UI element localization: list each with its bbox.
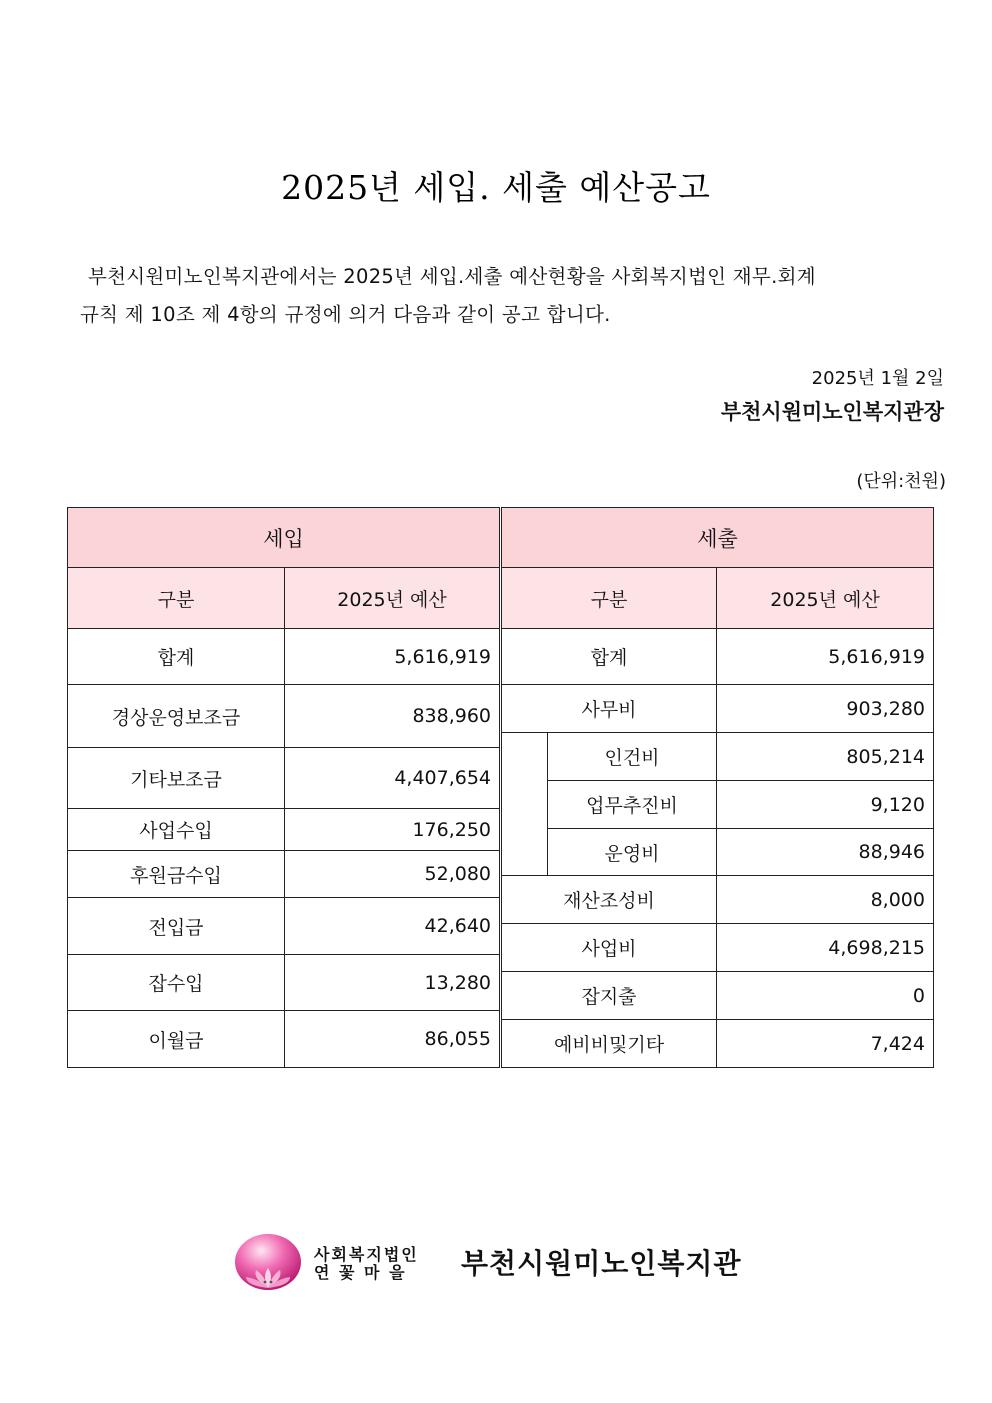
- revenue-label: 전입금: [68, 898, 285, 955]
- lotus-logo-icon: [234, 1232, 302, 1292]
- expenditure-header: 세출: [502, 508, 934, 568]
- table-row: [502, 733, 934, 781]
- table-row: [502, 829, 934, 876]
- revenue-col-budget: 2025년 예산: [285, 568, 500, 629]
- expenditure-table: [501, 507, 934, 1068]
- organization-footer: [234, 1230, 754, 1294]
- expenditure-label: 사무비: [502, 685, 717, 733]
- expenditure-value: 5,616,919: [717, 629, 934, 685]
- revenue-value: 52,080: [285, 851, 500, 898]
- revenue-col-category: 구분: [68, 568, 285, 629]
- notice-line-1: 부천시원미노인복지관에서는 2025년 세입.세출 예산현황을 사회복지법인 재무.회계: [88, 265, 816, 288]
- expenditure-value: 805,214: [717, 733, 934, 781]
- revenue-value: 13,280: [285, 955, 500, 1011]
- revenue-value: 5,616,919: [285, 629, 500, 685]
- table-row: [68, 898, 500, 955]
- table-row: [68, 851, 500, 898]
- notice-line-2: 규칙 제 10조 제 4항의 규정에 의거 다음과 같이 공고 합니다.: [80, 303, 611, 326]
- table-row: [502, 924, 934, 972]
- expenditure-value: 903,280: [717, 685, 934, 733]
- expenditure-sub-label: 운영비: [548, 829, 717, 876]
- expenditure-value: 8,000: [717, 876, 934, 924]
- table-row: [68, 809, 500, 851]
- revenue-label: 기타보조금: [68, 748, 285, 809]
- revenue-table: [67, 507, 500, 1068]
- table-row: [68, 685, 500, 748]
- revenue-label: 잡수입: [68, 955, 285, 1011]
- notice-date: 2025년 1월 2일: [811, 368, 944, 389]
- revenue-label: 합계: [68, 629, 285, 685]
- sub-item-indent: [502, 733, 548, 876]
- revenue-label: 이월금: [68, 1011, 285, 1068]
- revenue-value: 838,960: [285, 685, 500, 748]
- revenue-header: 세입: [68, 508, 500, 568]
- expenditure-value: 0: [717, 972, 934, 1020]
- revenue-label: 사업수입: [68, 809, 285, 851]
- expenditure-col-budget: 2025년 예산: [717, 568, 934, 629]
- expenditure-value: 9,120: [717, 781, 934, 829]
- revenue-label: 후원금수입: [68, 851, 285, 898]
- revenue-value: 176,250: [285, 809, 500, 851]
- notice-body: [80, 258, 940, 334]
- expenditure-value: 88,946: [717, 829, 934, 876]
- expenditure-label: 잡지출: [502, 972, 717, 1020]
- table-row: [502, 1020, 934, 1068]
- revenue-value: 86,055: [285, 1011, 500, 1068]
- expenditure-value: 7,424: [717, 1020, 934, 1068]
- table-row: [68, 955, 500, 1011]
- unit-label: (단위:천원): [856, 471, 946, 492]
- table-row: [502, 629, 934, 685]
- page-title: 2025년 세입. 세출 예산공고: [281, 168, 711, 207]
- expenditure-col-category: 구분: [502, 568, 717, 629]
- table-row: [68, 1011, 500, 1068]
- table-row: [502, 781, 934, 829]
- issuer-name: 부천시원미노인복지관장: [720, 400, 944, 424]
- expenditure-value: 4,698,215: [717, 924, 934, 972]
- corporation-name: 연 꽃 마 을: [314, 1263, 407, 1282]
- center-name: 부천시원미노인복지관: [461, 1247, 742, 1280]
- table-row: [502, 685, 934, 733]
- table-row: [68, 629, 500, 685]
- expenditure-label: 합계: [502, 629, 717, 685]
- expenditure-label: 재산조성비: [502, 876, 717, 924]
- table-row: [502, 972, 934, 1020]
- table-row: [68, 748, 500, 809]
- revenue-label: 경상운영보조금: [68, 685, 285, 748]
- revenue-value: 4,407,654: [285, 748, 500, 809]
- revenue-value: 42,640: [285, 898, 500, 955]
- expenditure-sub-label: 인건비: [548, 733, 717, 781]
- expenditure-sub-label: 업무추진비: [548, 781, 717, 829]
- expenditure-label: 사업비: [502, 924, 717, 972]
- table-row: [502, 876, 934, 924]
- corporation-label: 사회복지법인: [314, 1245, 419, 1264]
- expenditure-label: 예비비및기타: [502, 1020, 717, 1068]
